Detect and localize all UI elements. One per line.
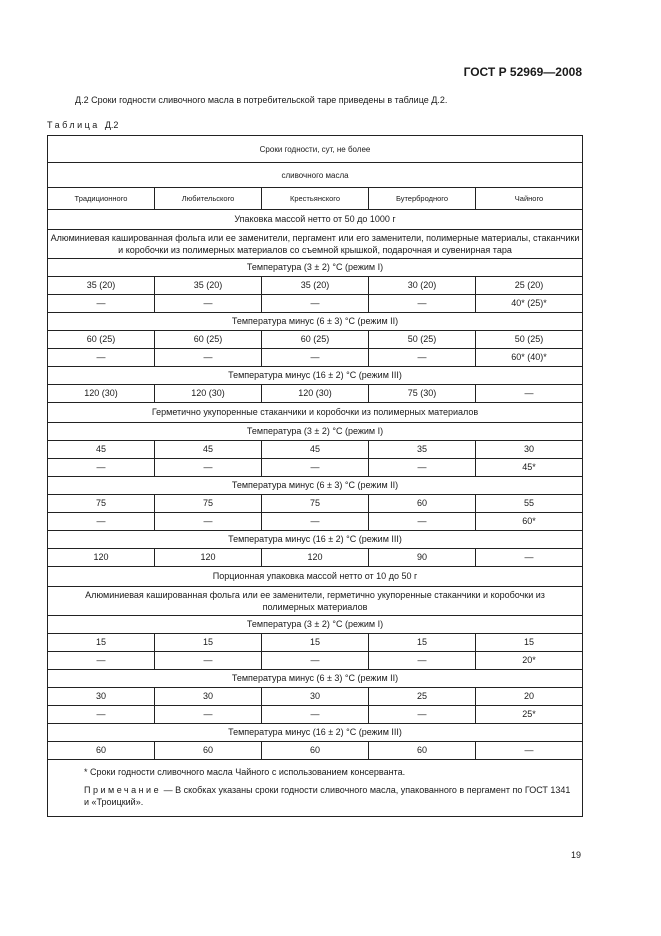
table-row — [48, 349, 583, 367]
table-cell: 15 — [369, 634, 476, 652]
note-label: Примечание — [84, 785, 162, 795]
table-cell: 120 — [262, 549, 369, 567]
table-row — [48, 459, 583, 477]
table-caption — [47, 120, 118, 130]
table-cell: — — [48, 706, 155, 724]
table-row — [48, 688, 583, 706]
table-cell: — — [262, 706, 369, 724]
table-cell: — — [48, 295, 155, 313]
table-cell: 120 (30) — [262, 385, 369, 403]
footnote-row — [48, 760, 583, 817]
packaging-description: Герметично укупоренные стаканчики и коробочки из полимерных материалов — [48, 403, 583, 423]
table-cell: 30 — [155, 688, 262, 706]
table-cell: 60 (25) — [155, 331, 262, 349]
table-cell: 30 (20) — [369, 277, 476, 295]
table-cell: 30 — [476, 441, 583, 459]
table-cell: 30 — [48, 688, 155, 706]
table-cell: 60 (25) — [48, 331, 155, 349]
table-cell: — — [369, 349, 476, 367]
table-cell: 25 (20) — [476, 277, 583, 295]
packaging-description-row — [48, 403, 583, 423]
table-cell: — — [155, 652, 262, 670]
table-row — [48, 549, 583, 567]
table-cell: 90 — [369, 549, 476, 567]
temperature-heading-row — [48, 670, 583, 688]
header-butter: сливочного масла — [48, 163, 583, 188]
table-cell: 120 — [155, 549, 262, 567]
table-cell: — — [155, 295, 262, 313]
table-cell: 45 — [155, 441, 262, 459]
table-cell: 15 — [262, 634, 369, 652]
table-caption-number: Д.2 — [104, 120, 119, 130]
column-header: Бутербродного — [369, 188, 476, 210]
table-cell: — — [476, 742, 583, 760]
table-cell: — — [262, 652, 369, 670]
note — [56, 784, 576, 808]
temperature-heading-row — [48, 477, 583, 495]
temperature-heading-row — [48, 724, 583, 742]
table-row — [48, 513, 583, 531]
table-cell: 35 (20) — [155, 277, 262, 295]
temperature-heading-row — [48, 259, 583, 277]
table-cell: 60* — [476, 513, 583, 531]
table-cell: — — [369, 513, 476, 531]
table-cell: 15 — [48, 634, 155, 652]
temperature-heading: Температура минус (16 ± 2) °С (режим III) — [48, 367, 583, 385]
table-row — [48, 634, 583, 652]
table-row — [48, 706, 583, 724]
section-title-row — [48, 567, 583, 587]
table-cell: — — [262, 349, 369, 367]
table-cell: 50 (25) — [476, 331, 583, 349]
table-cell: — — [369, 652, 476, 670]
table-cell: 60 — [48, 742, 155, 760]
temperature-heading: Температура минус (6 ± 3) °С (режим II) — [48, 313, 583, 331]
table-cell: — — [48, 513, 155, 531]
table-cell: 35 (20) — [48, 277, 155, 295]
table-cell: 60 — [369, 742, 476, 760]
page-number: 19 — [571, 850, 582, 860]
packaging-description-row — [48, 230, 583, 259]
table-cell: — — [262, 513, 369, 531]
note-text: — В скобках указаны сроки годности сливочного масла, упакованного в пергамент по ГОСТ 1341 и «Троицкий». — [84, 785, 571, 807]
table-cell: 15 — [155, 634, 262, 652]
shelf-life-table — [47, 135, 583, 817]
table-cell: — — [369, 295, 476, 313]
packaging-description: Алюминиевая кашированная фольга или ее заменители, пергамент или его заменители, полимерные материалы, стаканчики и коробочки из полимерных материалов со съемной крышкой, подарочная и сувенирная тара — [48, 230, 583, 259]
temperature-heading: Температура минус (16 ± 2) °С (режим III) — [48, 724, 583, 742]
table-cell: — — [48, 652, 155, 670]
table-row — [48, 295, 583, 313]
column-header: Чайного — [476, 188, 583, 210]
temperature-heading-row — [48, 531, 583, 549]
table-cell: 55 — [476, 495, 583, 513]
table-row — [48, 742, 583, 760]
table-cell: 75 — [48, 495, 155, 513]
temperature-heading: Температура (3 ± 2) °С (режим I) — [48, 259, 583, 277]
table-cell: 60* (40)* — [476, 349, 583, 367]
table-caption-word: Таблица — [47, 120, 100, 130]
table-cell: 30 — [262, 688, 369, 706]
table-cell: 75 — [155, 495, 262, 513]
packaging-description: Алюминиевая кашированная фольга или ее заменители, герметично укупоренные стаканчики и коробочки из полимерных материалов — [48, 587, 583, 616]
section-title-row — [48, 210, 583, 230]
table-cell: — — [262, 459, 369, 477]
temperature-heading: Температура (3 ± 2) °С (режим I) — [48, 616, 583, 634]
table-row — [48, 441, 583, 459]
column-header: Традиционного — [48, 188, 155, 210]
table-cell: — — [48, 459, 155, 477]
table-row — [48, 277, 583, 295]
table-cell: — — [476, 385, 583, 403]
table-cell: 120 — [48, 549, 155, 567]
table-cell: 35 — [369, 441, 476, 459]
column-header: Любительского — [155, 188, 262, 210]
intro-paragraph: Д.2 Сроки годности сливочного масла в потребительской таре приведены в таблице Д.2. — [75, 95, 448, 105]
section-title: Порционная упаковка массой нетто от 10 до 50 г — [48, 567, 583, 587]
table-cell: 120 (30) — [48, 385, 155, 403]
table-cell: 35 (20) — [262, 277, 369, 295]
table-cell: 25* — [476, 706, 583, 724]
temperature-heading: Температура (3 ± 2) °С (режим I) — [48, 423, 583, 441]
temperature-heading-row — [48, 367, 583, 385]
table-cell: 60 — [262, 742, 369, 760]
table-row — [48, 331, 583, 349]
table-cell: 75 (30) — [369, 385, 476, 403]
temperature-heading: Температура минус (6 ± 3) °С (режим II) — [48, 670, 583, 688]
document-id: ГОСТ Р 52969—2008 — [463, 65, 582, 79]
table-cell: 20* — [476, 652, 583, 670]
table-cell: 60 — [155, 742, 262, 760]
table-cell: — — [476, 549, 583, 567]
table-cell: 20 — [476, 688, 583, 706]
table-cell: 15 — [476, 634, 583, 652]
table-cell: 50 (25) — [369, 331, 476, 349]
table-cell: 45 — [48, 441, 155, 459]
table-cell: — — [155, 459, 262, 477]
table-cell: — — [48, 349, 155, 367]
table-cell: — — [155, 349, 262, 367]
packaging-description-row — [48, 587, 583, 616]
table-cell: — — [369, 706, 476, 724]
header-shelf-life: Сроки годности, сут, не более — [48, 136, 583, 163]
table-cell: 120 (30) — [155, 385, 262, 403]
temperature-heading-row — [48, 423, 583, 441]
table-cell: 25 — [369, 688, 476, 706]
temperature-heading: Температура минус (16 ± 2) °С (режим III) — [48, 531, 583, 549]
temperature-heading: Температура минус (6 ± 3) °С (режим II) — [48, 477, 583, 495]
table-footer — [48, 760, 583, 817]
table-cell: 75 — [262, 495, 369, 513]
table-cell: 60 (25) — [262, 331, 369, 349]
table-cell: 45 — [262, 441, 369, 459]
table-cell: 45* — [476, 459, 583, 477]
table-row — [48, 495, 583, 513]
temperature-heading-row — [48, 616, 583, 634]
table-row — [48, 652, 583, 670]
table-cell: — — [155, 706, 262, 724]
table-cell: — — [369, 459, 476, 477]
footnote: * Сроки годности сливочного масла Чайного с использованием консерванта. — [84, 767, 406, 777]
temperature-heading-row — [48, 313, 583, 331]
column-header: Крестьянского — [262, 188, 369, 210]
table-cell: — — [155, 513, 262, 531]
section-title: Упаковка массой нетто от 50 до 1000 г — [48, 210, 583, 230]
table-cell: 40* (25)* — [476, 295, 583, 313]
table-cell: 60 — [369, 495, 476, 513]
table-cell: — — [262, 295, 369, 313]
table-row — [48, 385, 583, 403]
